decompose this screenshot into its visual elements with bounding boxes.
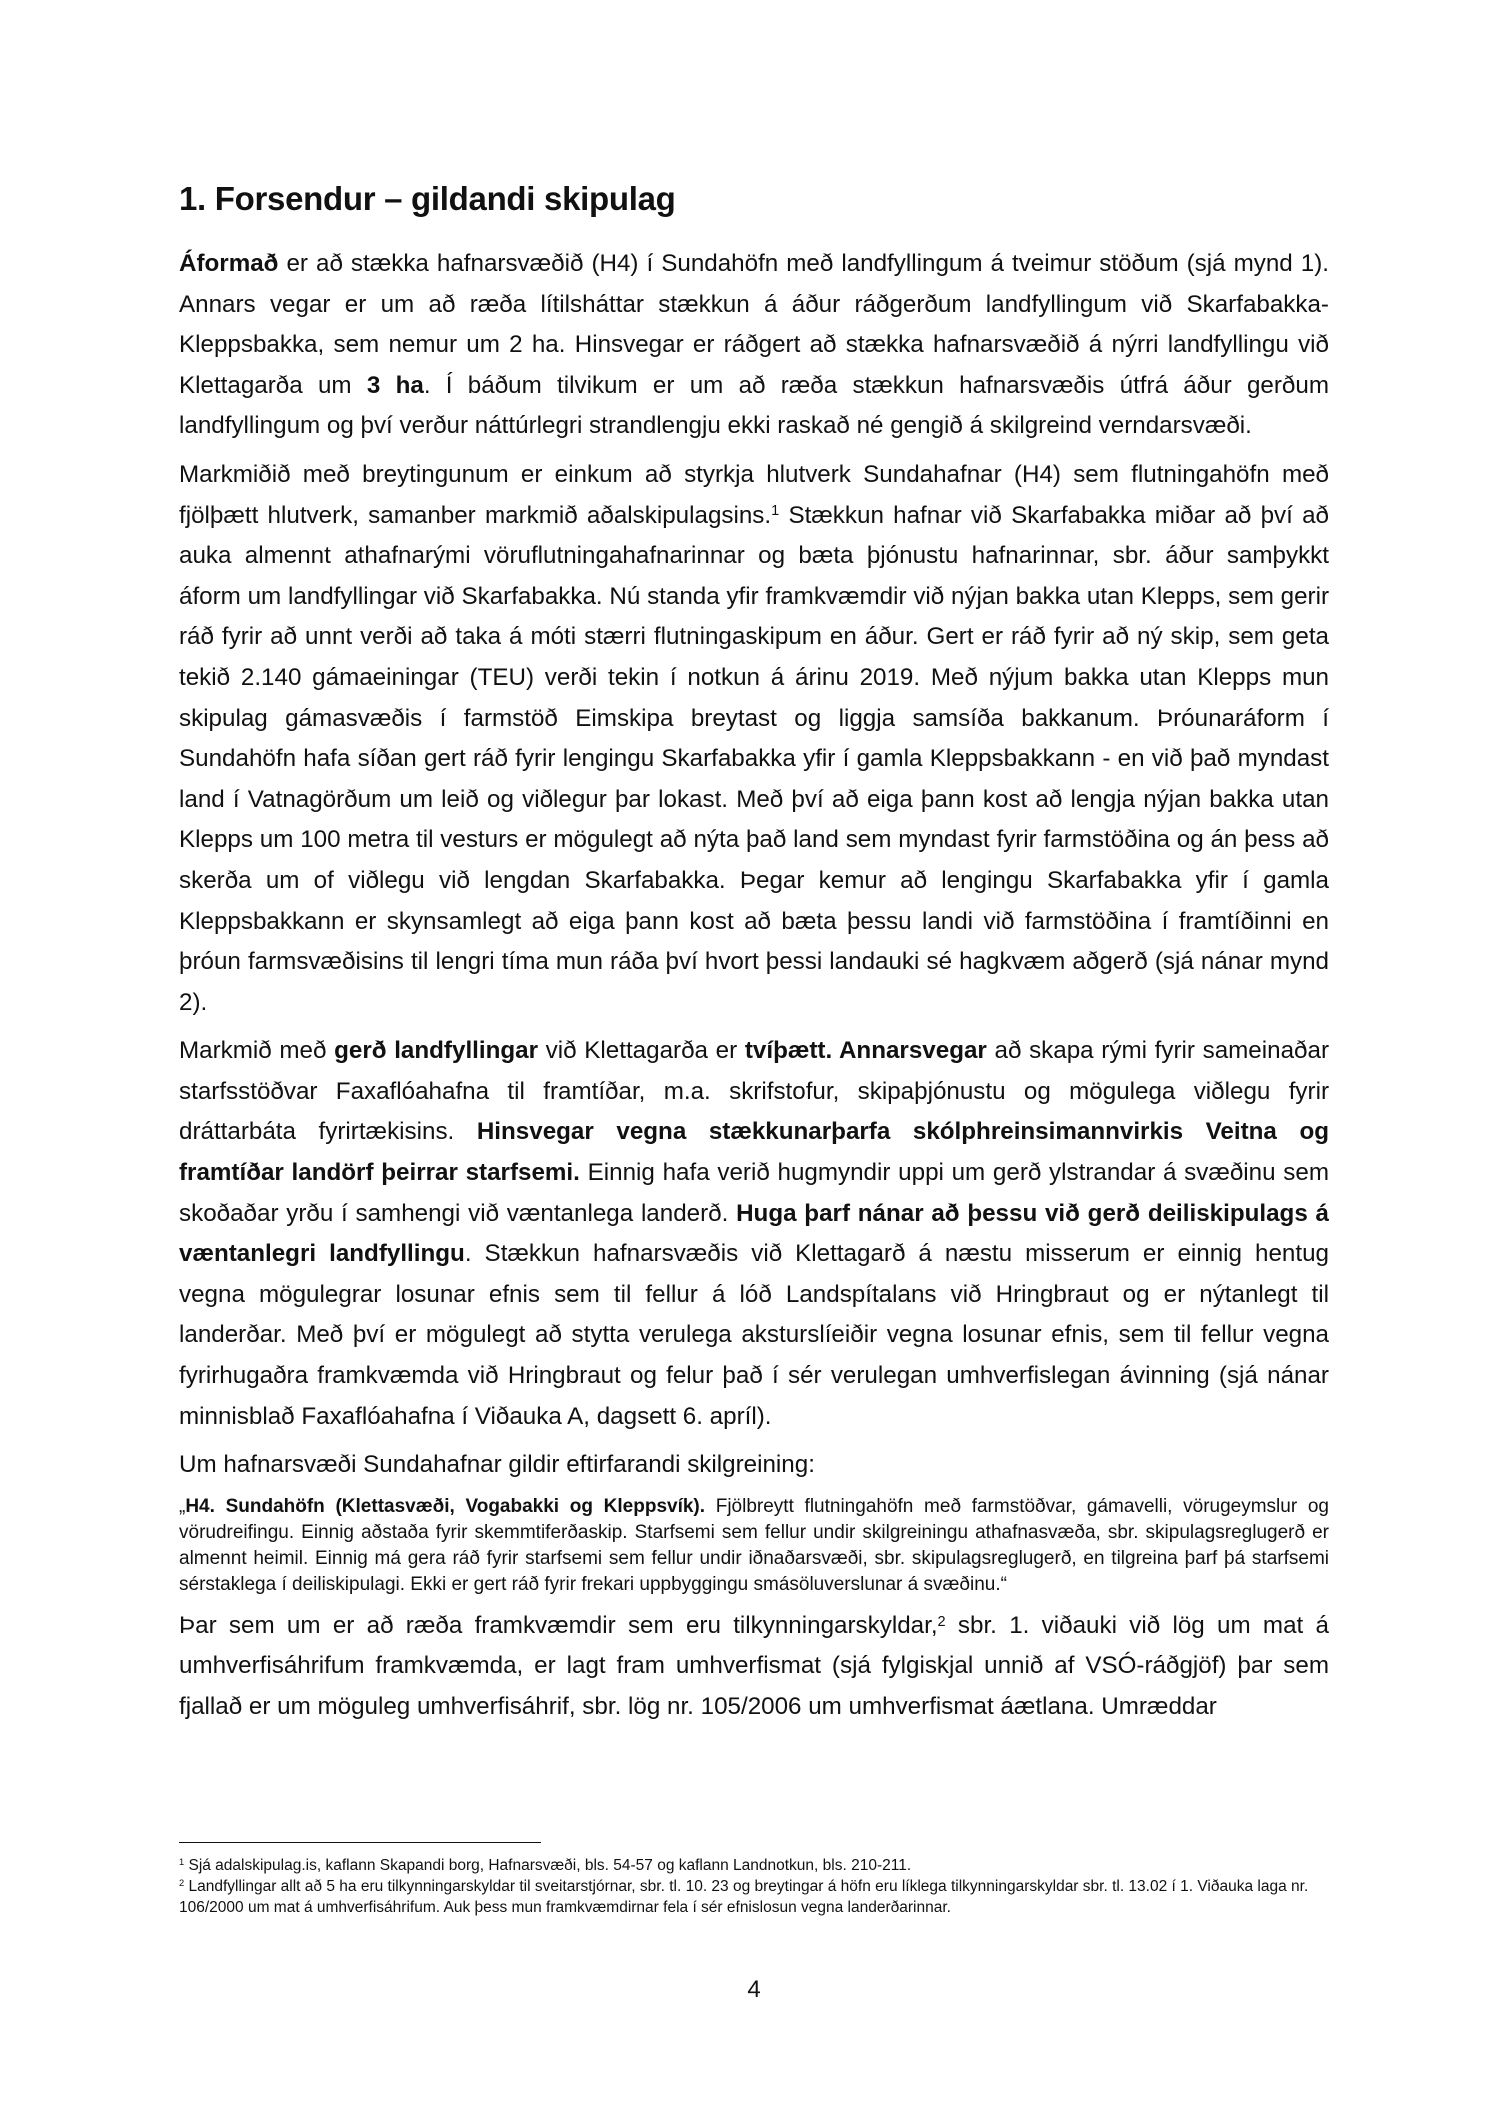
footnotes bbox=[179, 1855, 1329, 1918]
paragraph-assessment: Þar sem um er að ræða framkvæmdir sem eru tilkynningarskyldar,$^2$ sbr. 1. viðauki við lög um mat á umhverfisáhrifum framkvæmda, er lagt fram umhverfismat (sjá fylgiskjal unnið af VSÓ-ráðgjöf) þar sem fjallað er um möguleg umhverfisáhrif, sbr. lög nr. 105/2006 um umhverfismat áætlana. Umræddar bbox=[179, 1611, 1329, 1720]
paragraph-goals: Markmiðið með breytingunum er einkum að styrkja hlutverk Sundahafnar (H4) sem flutningahöfn með fjölþætt hlutverk, samanber markmið aðalskipulagsins.$^1$ Stækkun hafnar við Skarfabakka miðar að því að auka almennt athafnarými vöruflutningahafnarinnar og bæta þjónustu hafnarinnar, sbr. áður samþykkt áform um landfyllingar við Skarfabakka. Nú standa yfir framkvæmdir við nýjan bakka utan Klepps, sem gerir ráð fyrir að unnt verði að taka á móti stærri flutningaskipum en áður. Gert er ráð fyrir að ný skip, sem geta tekið 2.140 gámaeiningar (TEU) verði tekin í notkun á árinu 2019. Með nýjum bakka utan Klepps mun skipulag gámasvæðis í farmstöð Eimskipa breytast og liggja samsíða bakkanum. Þróunaráform í Sundahöfn hafa síðan gert ráð fyrir lengingu Skarfabakka yfir í gamla Kleppsbakkann - en við það myndast land í Vatnagörðum um leið og viðlegur þar lokast. Með því að eiga þann kost að lengja nýjan bakka utan Klepps um 100 metra til vesturs er mögulegt að nýta það land sem myndast fyrir farmstöðina og án þess að skerða um of viðlegu við lengdan Skarfabakka. Þegar kemur að lengingu Skarfabakka yfir í gamla Kleppsbakkann er skynsamlegt að eiga þann kost að bæta þessu landi við farmstöðina í framtíðinni en þróun farmsvæðisins til lengri tíma mun ráða því hvort þessi landauki sé hagkvæm aðgerð (sjá nánar mynd 2). bbox=[179, 460, 1329, 1016]
footnote-1: $^1$ Sjá adalskipulag.is, kaflann Skapandi borg, Hafnarsvæði, bls. 54-57 og kaflann Landnotkun, bls. 210-211. bbox=[179, 1857, 912, 1874]
section-heading: 1. Forsendur – gildandi skipulag bbox=[179, 180, 676, 217]
footnote-ref-2[interactable]: 2 bbox=[937, 1613, 946, 1630]
paragraph-intro: Áformað er að stækka hafnarsvæðið (H4) í Sundahöfn með landfyllingum á tveimur stöðum (sjá mynd 1). Annars vegar er um að ræða lítilsháttar stækkun á áður ráðgerðum landfyllingum við Skarfabakka-Kleppsbakka, sem nemur um 2 ha. Hinsvegar er ráðgert að stækka hafnarsvæðið á nýrri landfyllingu við Klettagarða um 3 ha. Í báðum tilvikum er um að ræða stækkun hafnarsvæðis útfrá áður gerðum landfyllingum og því verður náttúrlegri strandlengju ekki raskað né gengið á skilgreind verndarsvæði. bbox=[179, 250, 1329, 440]
bold-lead: Áformað bbox=[179, 250, 279, 277]
footnote-2: $^2$ Landfyllingar allt að 5 ha eru tilkynningarskyldar til sveitarstjórnar, sbr. tl. 10. 23 og breytingar á höfn eru líklega tilkynningarskyldar sbr. tl. 13.02 í 1. Viðauka laga nr. 106/2000 um mat á umhverfisáhrifum. Auk þess mun framkvæmdirnar fela í sér efnislosun vegna landerðarinnar. bbox=[179, 1878, 1309, 1916]
paragraph-definition-intro: Um hafnarsvæði Sundahafnar gildir eftirfarandi skilgreining: bbox=[179, 1451, 815, 1479]
footnote-ref-1[interactable]: 1 bbox=[771, 503, 780, 520]
definition-quote: „H4. Sundahöfn (Klettasvæði, Vogabakki og Kleppsvík). Fjölbreytt flutningahöfn með farmstöðvar, gámavelli, vörugeymslur og vörudreifingu. Einnig aðstaða fyrir skemmtiferðaskip. Starfsemi sem fellur undir skilgreiningu athafnasvæða, sbr. skipulagsreglugerð er almennt heimil. Einnig má gera ráð fyrir starfsemi sem fellur undir iðnaðarsvæði, sbr. skipulagsreglugerð, en tilgreina þarf þá starfsemi sérstaklega í deiliskipulagi. Ekki er gert ráð fyrir frekari uppbyggingu smásöluverslunar á svæðinu.“ bbox=[179, 1495, 1329, 1595]
footnote-divider bbox=[179, 1842, 541, 1843]
page-number: 4 bbox=[747, 1976, 761, 2003]
body-text bbox=[179, 244, 1329, 1736]
paragraph-klettagardar: Markmið með gerð landfyllingar við Klettagarða er tvíþætt. Annarsvegar að skapa rými fyrir sameinaðar starfsstöðvar Faxaflóahafna til framtíðar, m.a. skrifstofur, skipaþjónustu og mögulega viðlegu fyrir dráttarbáta fyrirtækisins. Hinsvegar vegna stækkunarþarfa skólphreinsimannvirkis Veitna og framtíðar landörf þeirrar starfsemi. Einnig hafa verið hugmyndir uppi um gerð ylstrandar á svæðinu sem skoðaðar yrðu í samhengi við væntanlega landerð. Huga þarf nánar að þessu við gerð deiliskipulags á væntanlegri landfyllingu. Stækkun hafnarsvæðis við Klettagarð á næstu misserum er einnig hentug vegna mögulegrar losunar efnis sem til fellur á lóð Landspítalans við Hringbraut og er nýtanlegt til landerðar. Með því er mögulegt að stytta verulega aksturslíeiðir vegna losunar efnis, sem til fellur vegna fyrirhugaðra framkvæmda við Hringbraut og felur það í sér verulegan umhverfislegan ávinning (sjá nánar minnisblað Faxaflóahafna í Viðauka A, dagsett 6. apríl). bbox=[179, 1037, 1329, 1430]
